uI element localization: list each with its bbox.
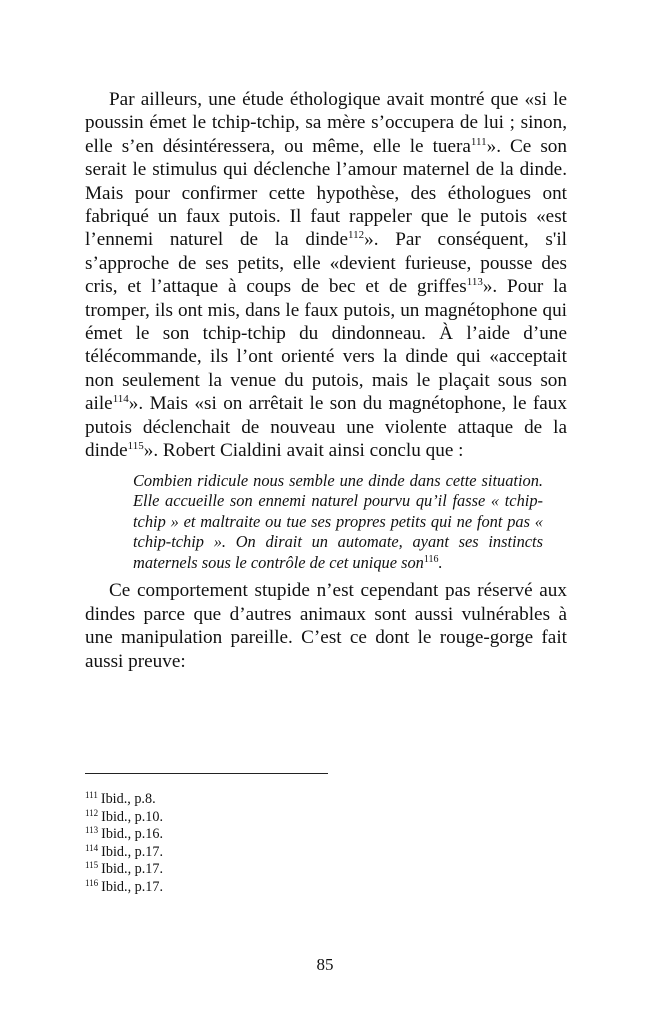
paragraph-1-text-3: ». Par conséquent, s'il s’approche de ses petits, elle «devient furieuse, pousse des cris, et l’attaque à coups de bec et de griffes bbox=[85, 229, 567, 298]
block-quote bbox=[133, 471, 543, 574]
footnote-ref-115: 115 bbox=[127, 440, 144, 453]
footnote-113 bbox=[85, 826, 163, 844]
paragraph-1-text-6: ». Robert Cialdini avait ainsi conclu que : bbox=[143, 440, 464, 462]
footnote-number: 112 bbox=[85, 807, 99, 818]
footnote-111 bbox=[85, 791, 163, 809]
page-number: 85 bbox=[316, 955, 334, 974]
paragraph-1-text-4: ». Pour la tromper, ils ont mis, dans le faux putois, un magnétophone qui émet le son tchip-tchip du dindonneau. À l’aide d’une télécommande, ils l’ont orienté vers la dinde qui «acceptait non seulement la venue du putois, mais le plaçait sous son aile bbox=[85, 276, 567, 415]
paragraph-1-text-2: ». Ce son serait le stimulus qui déclenche l’amour maternel de la dinde. Mais pour confirmer cette hypothèse, des éthologues ont fabriqué un faux putois. Il faut rappeler que le putois «est l’ennemi naturel de la dinde bbox=[85, 135, 567, 251]
footnote-text: Ibid., p.10. bbox=[101, 808, 164, 825]
block-quote-end: . bbox=[438, 552, 443, 572]
footnote-115 bbox=[85, 861, 163, 879]
paragraph-1 bbox=[85, 88, 567, 463]
footnote-text: Ibid., p.17. bbox=[101, 861, 164, 878]
footnote-number: 115 bbox=[85, 860, 99, 871]
paragraph-2: Ce comportement stupide n’est cependant pas réservé aux dindes parce que d’autres animaux sont aussi vulnérables à une manipulation pareille. C’est ce dont le rouge-gorge fait aussi preuve: bbox=[85, 580, 567, 672]
footnote-114 bbox=[85, 844, 163, 862]
page-body bbox=[85, 88, 567, 673]
footnote-text: Ibid., p.17. bbox=[101, 843, 164, 860]
footnote-number: 114 bbox=[85, 842, 99, 853]
footnote-number: 113 bbox=[85, 825, 99, 836]
block-quote-text: Combien ridicule nous semble une dinde dans cette situation. Elle accueille son ennemi naturel pourvu qu’il fasse « tchip-tchip » et maltraite ou tue ses propres petits qui ne font pas « tchip-tchip ». On dirait un automate, ayant ses instincts maternels sous le contrôle de cet unique son bbox=[133, 470, 543, 572]
footnote-text: Ibid., p.8. bbox=[100, 791, 156, 807]
footnote-ref-116: 116 bbox=[423, 553, 439, 565]
footnote-112 bbox=[85, 809, 163, 827]
footnote-number: 116 bbox=[85, 877, 99, 888]
footnote-text: Ibid., p.17. bbox=[101, 878, 164, 895]
footnote-ref-114: 114 bbox=[112, 393, 129, 406]
footnotes bbox=[85, 791, 163, 897]
footnote-separator bbox=[85, 773, 328, 774]
footnote-number: 111 bbox=[85, 790, 98, 800]
footnote-ref-112: 112 bbox=[348, 229, 365, 242]
footnote-116 bbox=[85, 879, 163, 897]
footnote-ref-111: 111 bbox=[470, 135, 487, 148]
paragraph-1-text-5: ». Mais «si on arrêtait le son du magnétophone, le faux putois déclenchait de nouveau une violente attaque de la dinde bbox=[85, 393, 567, 462]
paragraph-1-text-1: Par ailleurs, une étude éthologique avait montré que «si le poussin émet le tchip-tchip, sa mère s’occupera de lui ; sinon, elle s’en désintéressera, ou même, elle le tuera bbox=[85, 89, 567, 157]
footnote-ref-113: 113 bbox=[466, 276, 483, 289]
footnote-text: Ibid., p.16. bbox=[101, 826, 164, 843]
